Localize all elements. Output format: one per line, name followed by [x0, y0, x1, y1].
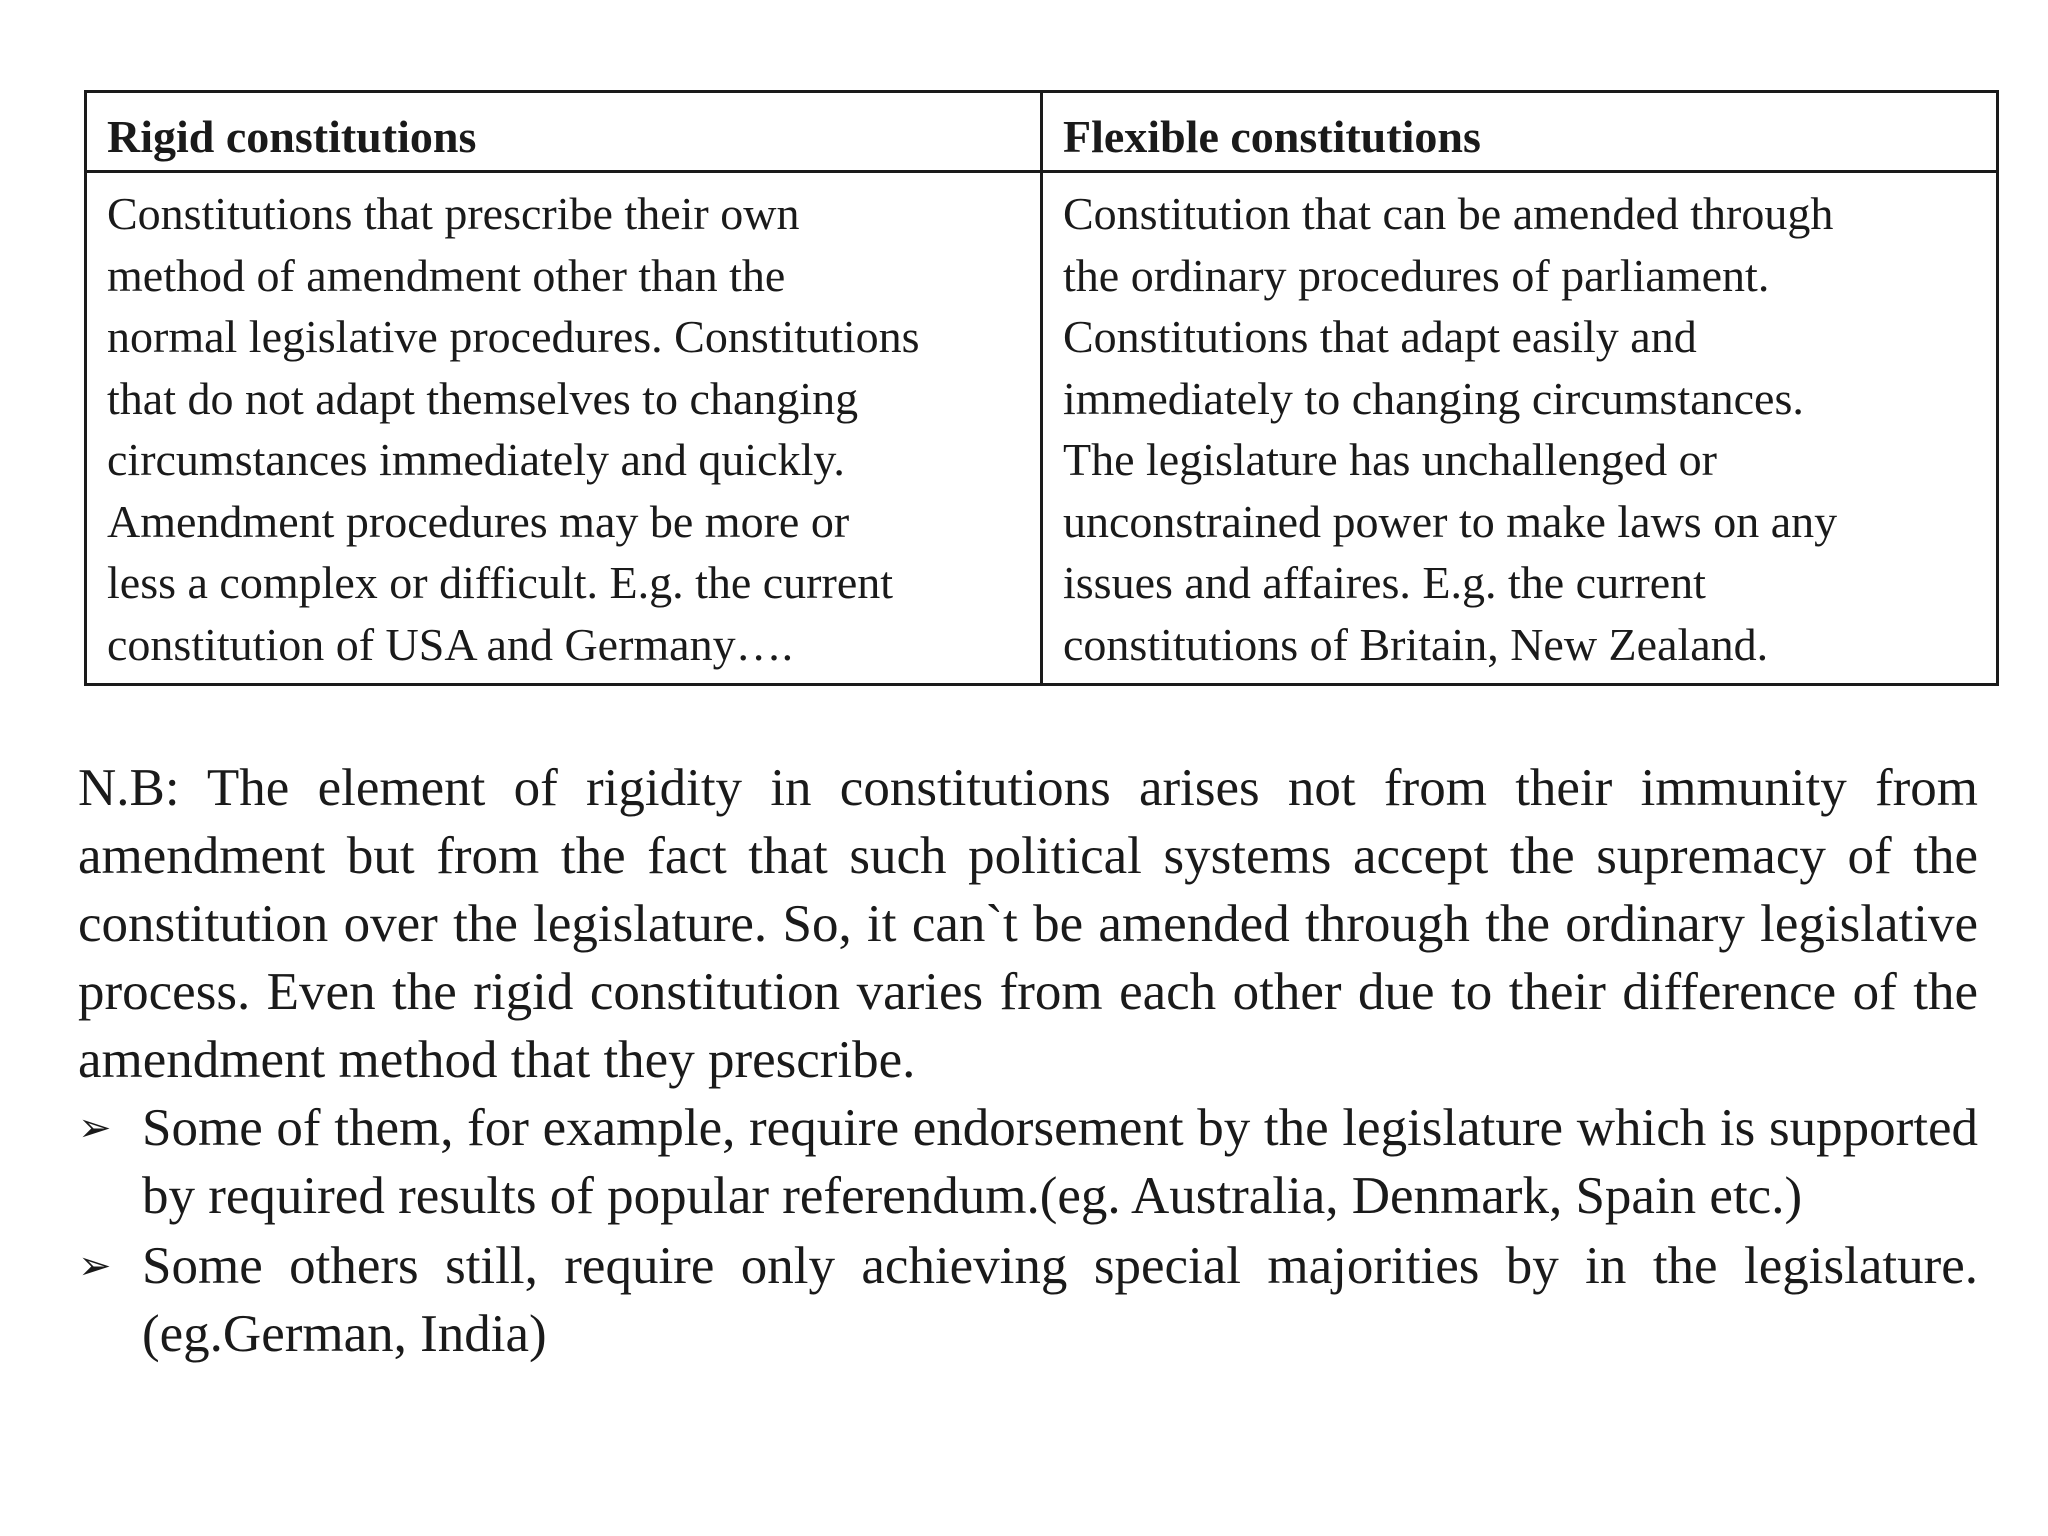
cell-line: immediately to changing circumstances. — [1063, 372, 1804, 424]
arrow-bullet-icon: ➢ — [78, 1105, 112, 1151]
bullet-text: Some of them, for example, require endorsement by the legislature which is supported by required results of popular referendum.(eg. Australia, Denmark, Spain etc.) — [142, 1099, 1978, 1225]
cell-line: Constitutions that prescribe their own — [107, 188, 800, 239]
bullet-list — [78, 1094, 1978, 1370]
bullet-text: Some others still, require only achieving special majorities by in the legislature.(eg.German, India) — [142, 1237, 1978, 1363]
list-item — [78, 1232, 1978, 1368]
arrow-bullet-icon: ➢ — [78, 1243, 112, 1289]
comparison-table — [84, 90, 1999, 686]
cell-line: constitution of USA and Germany…. — [107, 618, 794, 670]
cell-line: Amendment procedures may be more or — [107, 495, 850, 547]
cell-flexible — [1042, 172, 1998, 685]
header-rigid: Rigid constitutions — [86, 92, 1042, 172]
cell-line: normal legislative procedures. Constitutions — [107, 311, 920, 362]
cell-line: constitutions of Britain, New Zealand. — [1063, 618, 1769, 670]
cell-line: unconstrained power to make laws on any — [1063, 495, 1838, 547]
cell-line: less a complex or difficult. E.g. the current — [107, 557, 894, 608]
cell-rigid — [86, 172, 1042, 685]
note-paragraph: N.B: The element of rigidity in constitutions arises not from their immunity from amendment but from the fact that such political systems accept the supremacy of the constitution over the legislature. So, it can`t be amended through the ordinary legislative process. Even the rigid constitution varies from each other due to their difference of the amendment method that they prescribe. — [78, 759, 1978, 1089]
table-header-row — [86, 92, 1998, 172]
cell-line: The legislature has unchallenged or — [1063, 434, 1717, 485]
cell-line: Constitutions that adapt easily and — [1063, 311, 1697, 362]
cell-line: circumstances immediately and quickly. — [107, 434, 845, 485]
header-flexible: Flexible constitutions — [1042, 92, 1998, 172]
cell-line: that do not adapt themselves to changing — [107, 372, 859, 424]
cell-line: the ordinary procedures of parliament. — [1063, 249, 1770, 301]
cell-line: Constitution that can be amended through — [1063, 188, 1834, 239]
table-row — [86, 172, 1998, 685]
cell-line: issues and affaires. E.g. the current — [1063, 557, 1706, 608]
cell-line: method of amendment other than the — [107, 249, 786, 301]
list-item — [78, 1094, 1978, 1230]
